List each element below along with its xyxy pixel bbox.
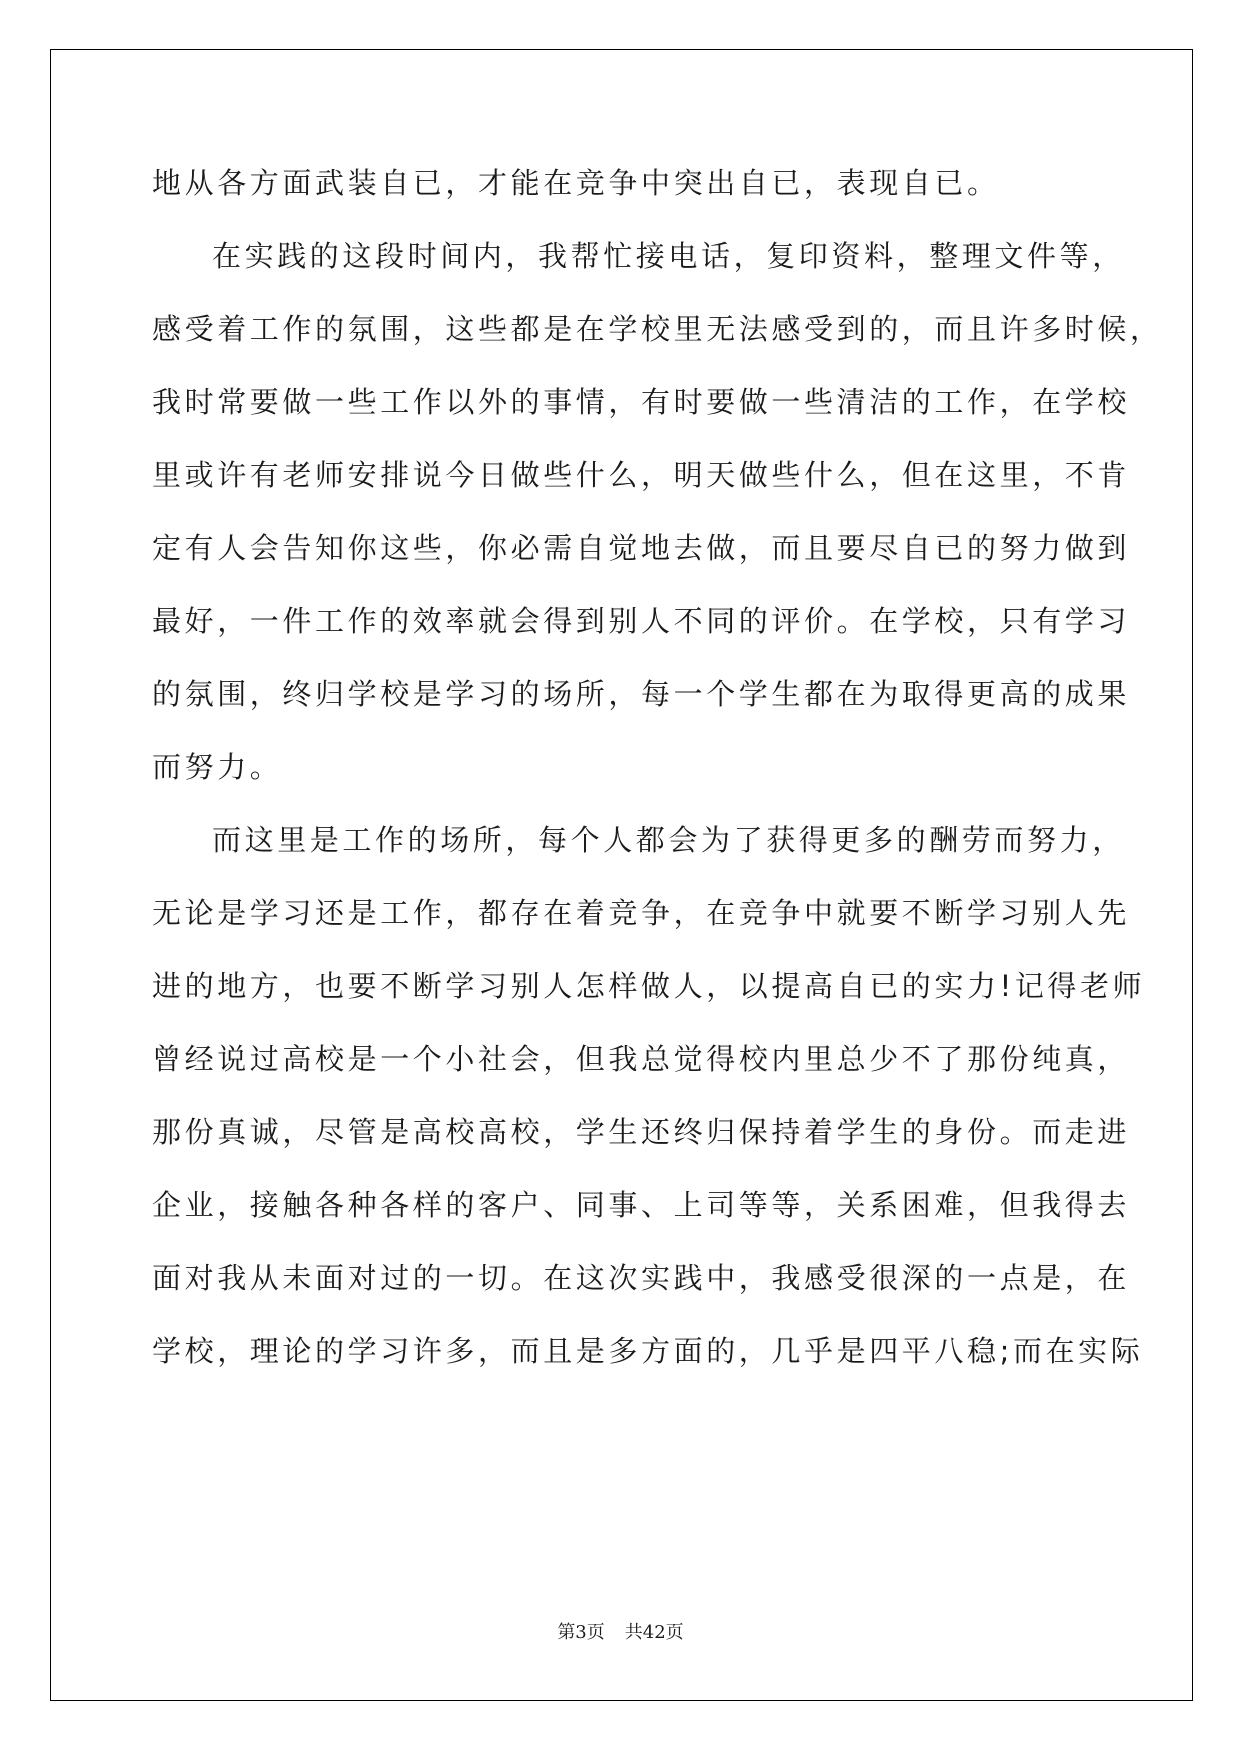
text-line: 最好，一件工作的效率就会得到别人不同的评价。在学校，只有学习 bbox=[152, 604, 1131, 638]
page-total: 共42页 bbox=[624, 1622, 684, 1643]
text-line: 那份真诚，尽管是高校高校，学生还终归保持着学生的身份。而走进 bbox=[152, 1115, 1131, 1149]
text-line: 面对我从未面对过的一切。在这次实践中，我感受很深的一点是，在 bbox=[152, 1261, 1131, 1295]
page-number: 第3页 bbox=[557, 1622, 605, 1643]
text-line: 的氛围，终归学校是学习的场所，每一个学生都在为取得更高的成果 bbox=[152, 677, 1131, 711]
paragraph-start-line: 而这里是工作的场所，每个人都会为了获得更多的酬劳而努力， bbox=[212, 823, 1125, 857]
text-line: 学校，理论的学习许多，而且是多方面的，几乎是四平八稳;而在实际 bbox=[152, 1334, 1144, 1368]
text-line: 无论是学习还是工作，都存在着竞争，在竞争中就要不断学习别人先 bbox=[152, 896, 1131, 930]
page-border bbox=[50, 49, 1193, 1701]
text-line: 地从各方面武装自已，才能在竞争中突出自已，表现自已。 bbox=[152, 166, 1000, 200]
text-line: 企业，接触各种各样的客户、同事、上司等等，关系困难，但我得去 bbox=[152, 1188, 1131, 1222]
text-line: 而努力。 bbox=[152, 750, 283, 784]
text-line: 曾经说过高校是一个小社会，但我总觉得校内里总少不了那份纯真， bbox=[152, 1042, 1131, 1076]
text-line: 感受着工作的氛围，这些都是在学校里无法感受到的，而且许多时候， bbox=[152, 312, 1163, 346]
paragraph-start-line: 在实践的这段时间内，我帮忙接电话，复印资料，整理文件等， bbox=[212, 239, 1125, 273]
text-line: 定有人会告知你这些，你必需自觉地去做，而且要尽自已的努力做到 bbox=[152, 531, 1131, 565]
page-footer bbox=[0, 1618, 1241, 1644]
text-line: 我时常要做一些工作以外的事情，有时要做一些清洁的工作，在学校 bbox=[152, 385, 1131, 419]
text-line: 里或许有老师安排说今日做些什么，明天做些什么，但在这里，不肯 bbox=[152, 458, 1131, 492]
text-line: 进的地方，也要不断学习别人怎样做人，以提高自已的实力!记得老师 bbox=[152, 969, 1146, 1003]
